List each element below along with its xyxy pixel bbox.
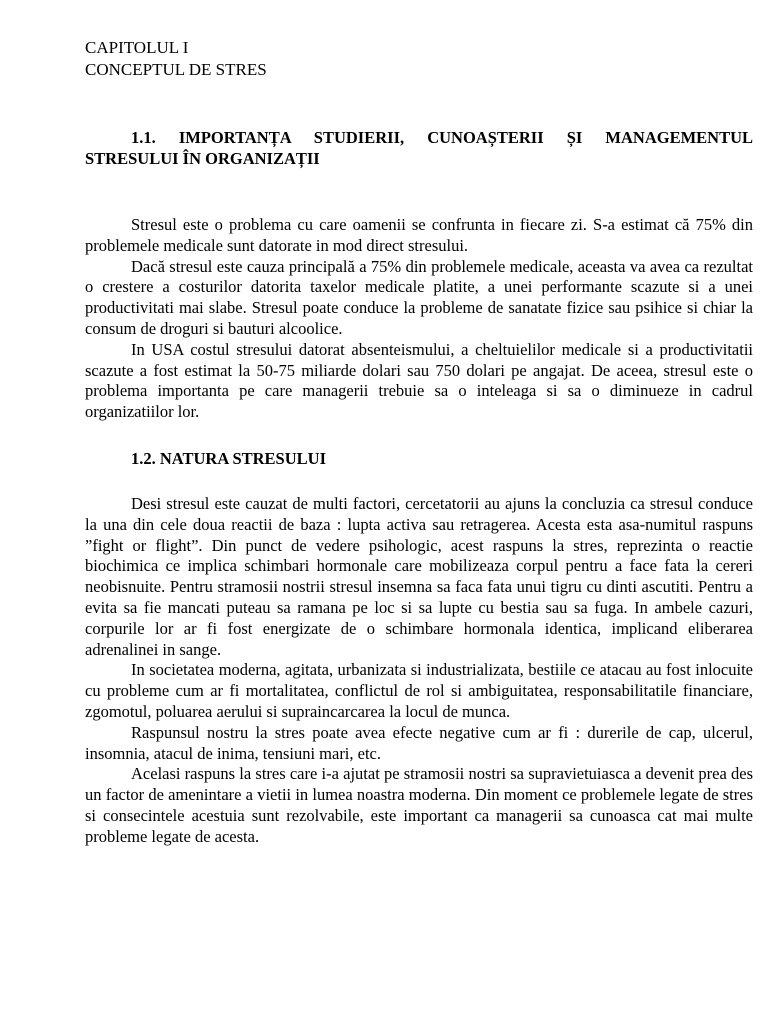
section-nature [85, 448, 753, 848]
paragraph: Raspunsul nostru la stres poate avea efecte negative cum ar fi : durerile de cap, ulcerul, insomnia, atacul de inima, tensiuni mari, etc. [85, 722, 753, 763]
chapter-heading [85, 0, 753, 81]
paragraph: Acelasi raspuns la stres care i-a ajutat pe stramosii nostri sa supravietuiasca a devenit prea des un factor de amenintare a vietii in lumea noastra moderna. Din moment ce problemele legate de stres si consecintele acestuia sunt rezolvabile, este important ca managerii sa cunoasca cat mai multe probleme legate de acesta. [85, 764, 753, 846]
section-importance [85, 127, 753, 423]
section-heading: 1.2. NATURA STRESULUI [131, 448, 326, 468]
paragraph: Stresul este o problema cu care oamenii se confrunta in fiecare zi. S-a estimat că 75% din problemele medicale sunt datorate in mod direct stresului. [85, 215, 753, 255]
document-page [85, 0, 753, 848]
paragraph: In USA costul stresului datorat absenteismului, a cheltuielilor medicale si a productivitatii scazute a fost estimat la 50-75 miliarde dolari sau 750 dolari pe angajat. De aceea, stresul este o problema importanta pe care managerii trebuie sa o inteleaga si sa o diminueze in cadrul organizatiilor lor. [85, 339, 753, 422]
chapter-number: CAPITOLUL I [85, 38, 189, 57]
chapter-title: CONCEPTUL DE STRES [85, 60, 267, 79]
paragraph: In societatea moderna, agitata, urbanizata si industrializata, bestiile ce atacau au fost inlocuite cu probleme cum ar fi mortalitatea, conflictul de rol si ambiguitatea, responsabilitatile financiare, zgomotul, poluarea aerului si supraincarcarea la locul de munca. [85, 660, 753, 721]
paragraph: Dacă stresul este cauza principală a 75% din problemele medicale, aceasta va avea ca rezultat o crestere a costurilor datorita taxelor medicale platite, a unei performante scazute si a unei productivitati mai slabe. Stresul poate conduce la probleme de sanatate fizice sau psihice si chiar la consum de droguri si bauturi alcoolice. [85, 256, 753, 338]
section-heading: 1.1. IMPORTANȚA STUDIERII, CUNOAȘTERII ȘI MANAGEMENTUL STRESULUI ÎN ORGANIZAȚII [85, 128, 753, 168]
paragraph: Desi stresul este cauzat de multi factori, cercetatorii au ajuns la concluzia ca stresul conduce la una din cele doua reactii de baza : lupta activa sau retragerea. Acesta esta asa-numitul raspuns ”fight or flight”. Din punct de vedere psihologic, acest raspuns la stres, reprezinta o reactie biochimica ce implica schimbari hormonale care mobilizeaza corpul pentru a face fata la cereri neobisnuite. Pentru stramosii nostrii stresul insemna sa faca fata unui tigru cu dinti ascutiti. Pentru a evita sa fie mancati puteau sa ramana pe loc si sa lupte cu bestia sau sa fuga. In ambele cazuri, corpurile lor ar fi fost energizate de o schimbare hormonala identica, implicand eliberarea adrenalinei in sange. [85, 493, 753, 659]
